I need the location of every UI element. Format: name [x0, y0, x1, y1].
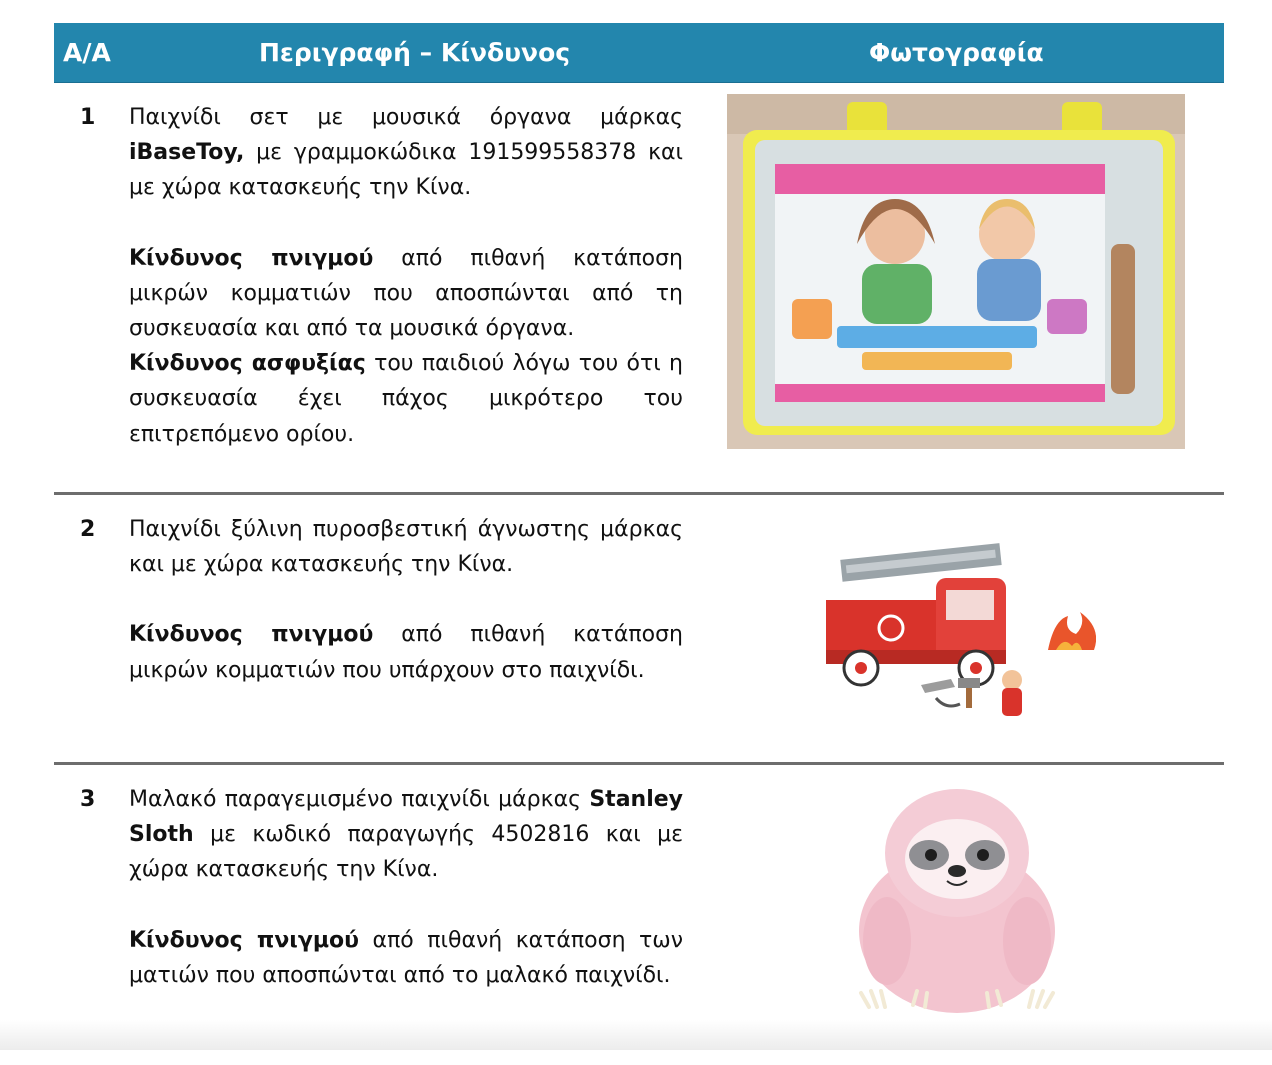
description-paragraph: [129, 782, 683, 888]
row-description: [129, 100, 683, 452]
hazard-paragraph: [129, 241, 683, 347]
product-hazard-table: [54, 23, 1224, 1065]
body-text: Παιχνίδι ξύλινη πυροσβεστική άγνωστης μάρκας και με χώρα κατασκευής την Κίνα.: [129, 517, 683, 578]
header-photo: Φωτογραφία: [869, 38, 1044, 67]
row-number: 3: [80, 787, 96, 812]
bold-text: Κίνδυνος πνιγμού: [129, 927, 360, 953]
body-text: του παιδιού λόγω του ότι η συσκευασία έχει πάχος μικρότερο του επιτρεπόμενο ορίου.: [129, 351, 683, 447]
table-header: [54, 23, 1224, 83]
body-text: με κωδικό παραγωγής 4502816 και με χώρα κατασκευής την Κίνα.: [129, 822, 683, 883]
header-id: Α/Α: [63, 38, 111, 67]
body-text: Παιχνίδι σετ με μουσικά όργανα μάρκας: [129, 105, 683, 130]
bold-text: Stanley Sloth: [129, 787, 683, 848]
bold-text: Κίνδυνος πνιγμού: [129, 245, 374, 271]
bold-text: Κίνδυνος ασφυξίας: [129, 351, 366, 377]
toy-musical-instruments-package-photo: [727, 94, 1185, 449]
table-row: [54, 83, 1224, 492]
body-text: με γραμμοκώδικα 191599558378 και με χώρα κατασκευής την Κίνα.: [129, 140, 683, 201]
bold-text: Κίνδυνος πνιγμού: [129, 622, 374, 648]
row-number: 1: [80, 105, 96, 130]
hazard-paragraph: [129, 923, 683, 993]
row-number: 2: [80, 517, 96, 542]
body-text: από πιθανή κατάποση μικρών κομματιών που αποσπώνται από τη συσκευασία και από τα μουσικά όργανα.: [129, 245, 683, 342]
body-text: Μαλακό παραγεμισμένο παιχνίδι μάρκας: [129, 787, 590, 812]
row-description: [129, 782, 683, 993]
body-text: από πιθανή κατάποση των ματιών που αποσπώνται από το μαλακό παιχνίδι.: [129, 927, 684, 988]
header-description: Περιγραφή – Κίνδυνος: [259, 38, 571, 67]
bold-text: iBaseToy,: [129, 140, 245, 166]
page-bottom-shade: [0, 1020, 1272, 1050]
description-paragraph: [129, 100, 683, 206]
hazard-paragraph: [129, 617, 683, 687]
row-description: [129, 512, 683, 688]
wooden-fire-truck-photo: [816, 530, 1096, 720]
hazard-paragraph: [129, 346, 683, 452]
pink-sloth-plush-photo: [847, 781, 1067, 1015]
table-row: [54, 495, 1224, 762]
body-text: από πιθανή κατάποση μικρών κομματιών που υπάρχουν στο παιχνίδι.: [129, 622, 683, 683]
description-paragraph: [129, 512, 683, 582]
